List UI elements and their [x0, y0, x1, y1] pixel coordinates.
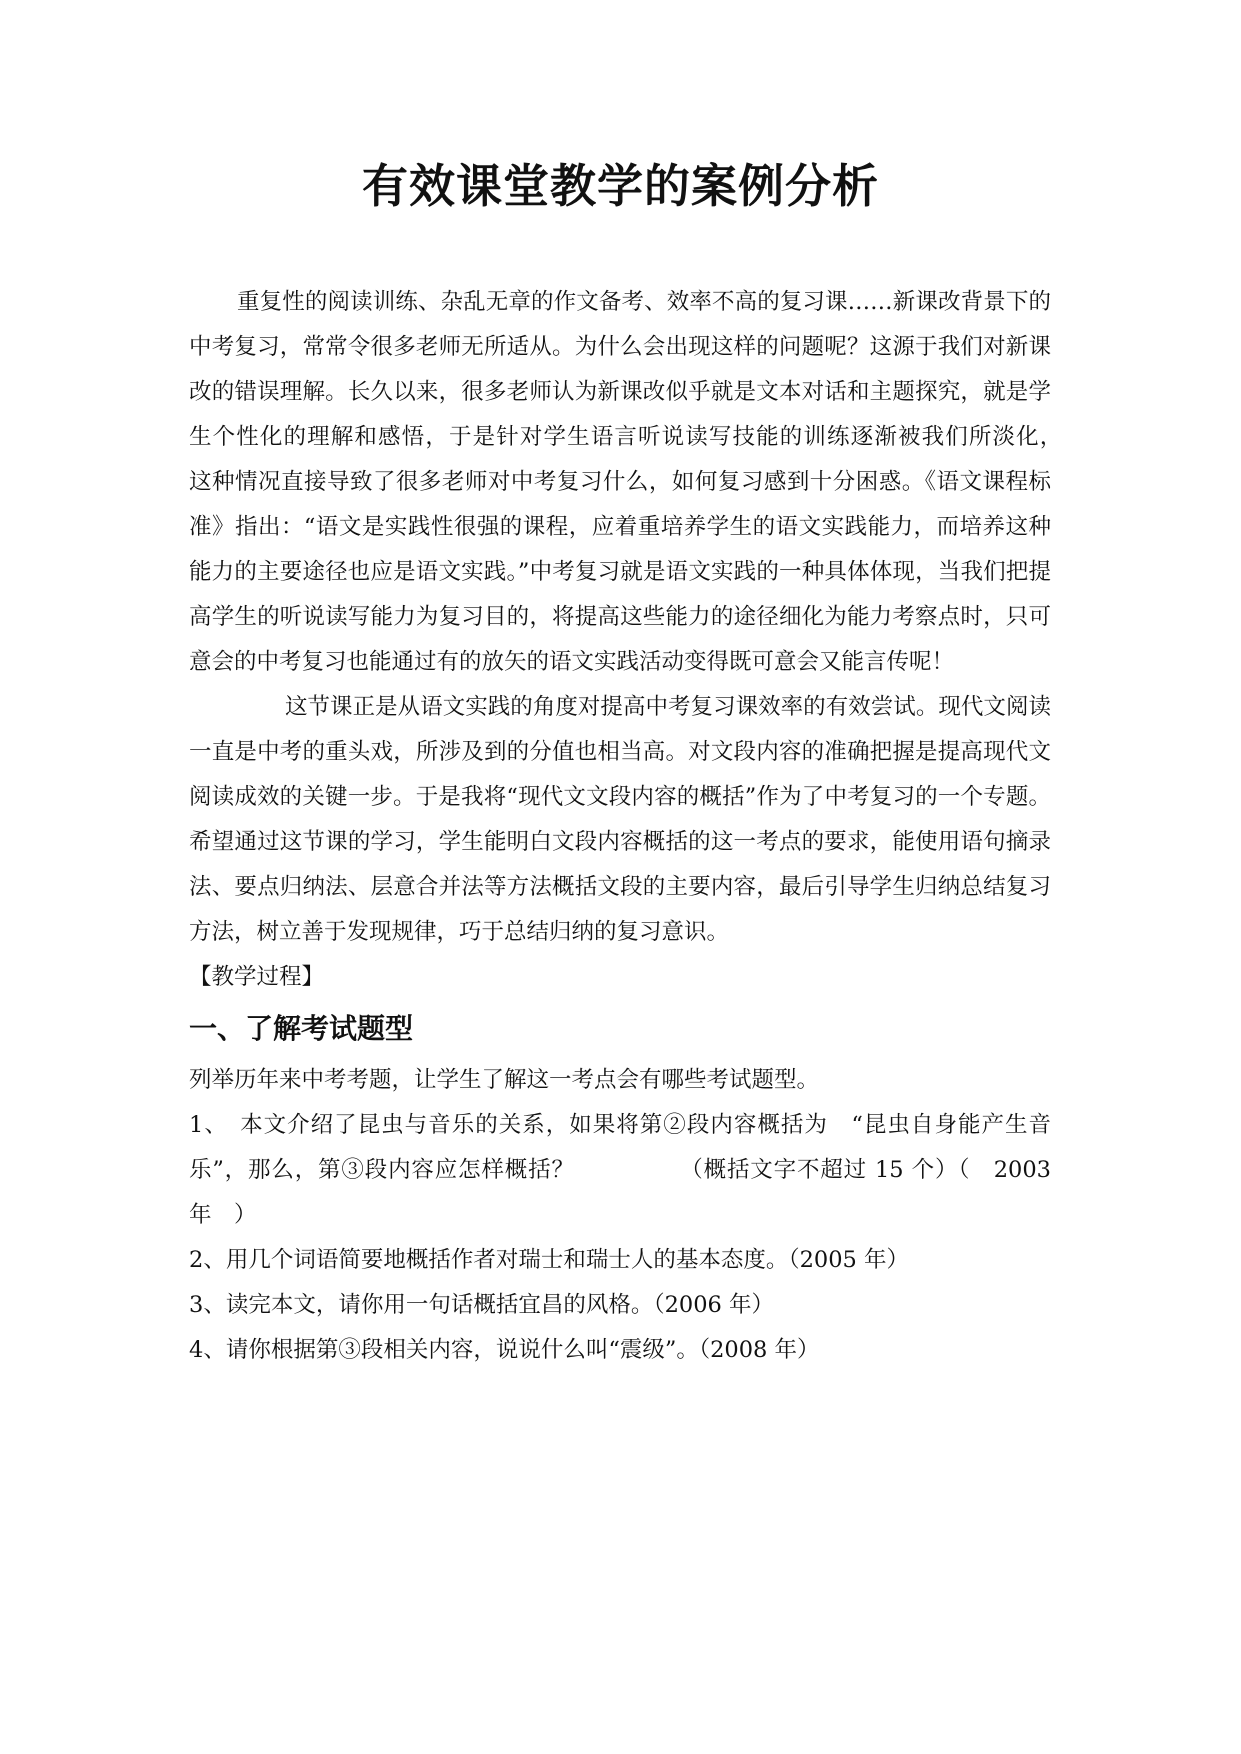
document-body	[189, 280, 1097, 1373]
page-title: 有效课堂教学的案例分析	[362, 159, 879, 213]
question-item: 3、读完本文，请你用一句话概括宜昌的风格。（2006 年）	[189, 1292, 774, 1318]
section-tag: 【教学过程】	[189, 964, 325, 990]
paragraph-intro: 重复性的阅读训练、杂乱无章的作文备考、效率不高的复习课……新课改背景下的中考复习，常常令很多老师无所适从。为什么会出现这样的问题呢？这源于我们对新课改的错误理解。长久以来，很多老师认为新课改似乎就是文本对话和主题探究，就是学生个性化的理解和感悟，于是针对学生语言听说读写技能的训练逐渐被我们所淡化， 这种情况直接导致了很多老师对中考复习什么，如何复习感到十分困惑。《语文课程标准》指出：“语文是实践性很强的课程，应着重培养学生的语文实践能力，而培养这种能力的主要途径也应是语文实践。”中考复习就是语文实践的一种具体体现，当我们把提高学生的听说读写能力为复习目的，将提高这些能力的途径细化为能力考察点时，只可意会的中考复习也能通过有的放矢的语文实践活动变得既可意会又能言传呢！	[189, 289, 1097, 675]
question-item: 2、用几个词语简要地概括作者对瑞士和瑞士人的基本态度。（2005 年）	[189, 1247, 909, 1273]
question-item: 1、 本文介绍了昆虫与音乐的关系，如果将第②段内容概括为 “昆虫自身能产生音乐”，那么，第③段内容应怎样概括？ （概括文字不超过 15 个）（ 2003 年 ）	[189, 1112, 1051, 1228]
section-heading: 一、了解考试题型	[189, 1012, 414, 1045]
section-intro: 列举历年来中考考题，让学生了解这一考点会有哪些考试题型。	[189, 1067, 820, 1093]
paragraph-lesson: 这节课正是从语文实践的角度对提高中考复习课效率的有效尝试。现代文阅读一直是中考的重头戏，所涉及到的分值也相当高。对文段内容的准确把握是提高现代文阅读成效的关键一步。于是我将“现代文文段内容的概括”作为了中考复习的一个专题。希望通过这节课的学习，学生能明白文段内容概括的这一考点的要求，能使用语句摘录法、要点归纳法、层意合并法等方法概括文段的主要内容，最后引导学生归纳总结复习方法，树立善于发现规律，巧于总结归纳的复习意识。	[189, 694, 1051, 945]
question-item: 4、请你根据第③段相关内容，说说什么叫“震级”。（2008 年）	[189, 1337, 820, 1363]
